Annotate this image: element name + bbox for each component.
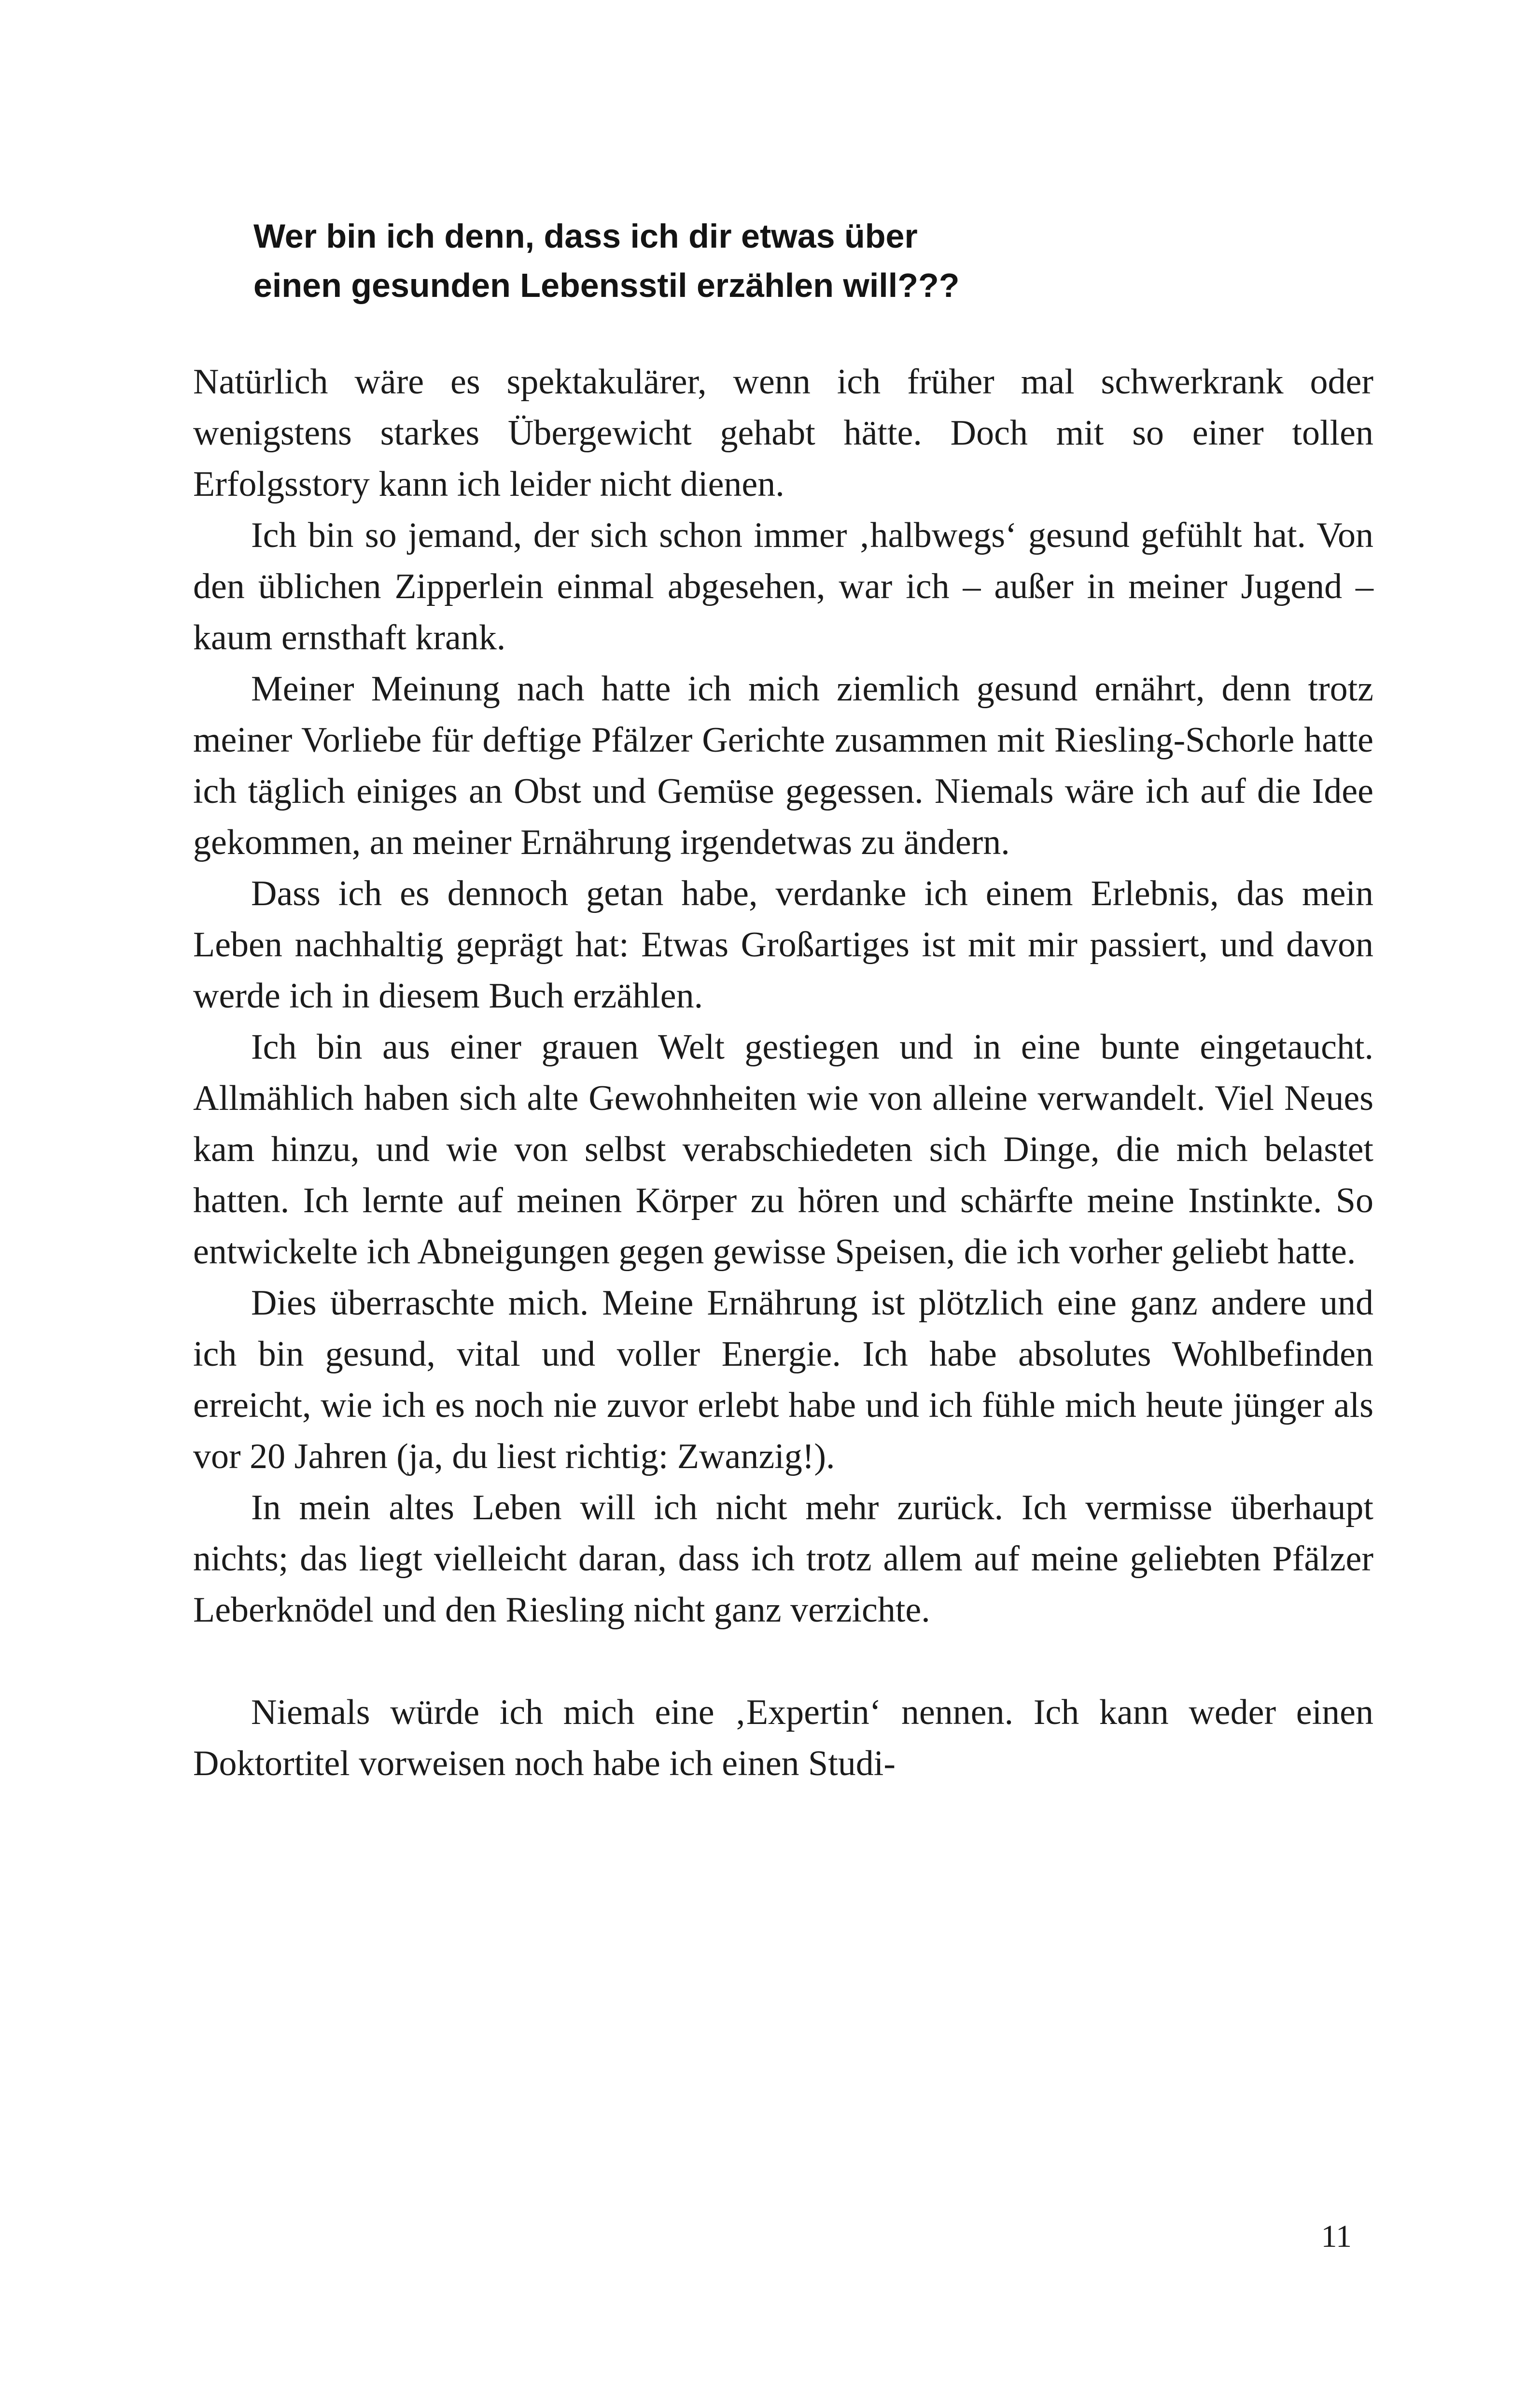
page-number: 11 — [1321, 2219, 1352, 2254]
paragraph: Ich bin aus einer grauen Welt gestiegen und in eine bunte eingetaucht. Allmählich haben sich alte Gewohnheiten wie von alleine verwandelt. Viel Neues kam hinzu, und wie von selbst verabschiedeten sich Dinge, die mich belastet hatten. Ich lernte auf meinen Körper zu hören und schärfte meine Instinkte. So entwickelte ich Abneigungen gegen gewisse Speisen, die ich vorher geliebt hatte. — [193, 1027, 1373, 1272]
paragraph: Meiner Meinung nach hatte ich mich ziemlich gesund ernährt, denn trotz meiner Vorliebe für deftige Pfälzer Gerichte zusammen mit Riesling-Schorle hatte ich täglich einiges an Obst und Gemüse gegessen. Niemals wäre ich auf die Idee gekommen, an meiner Ernährung irgendetwas zu ändern. — [193, 669, 1373, 862]
paragraph: In mein altes Leben will ich nicht mehr zurück. Ich vermisse überhaupt nichts; das liegt vielleicht daran, dass ich trotz allem auf meine geliebten Pfälzer Leberknödel und den Riesling nicht ganz verzichte. — [193, 1488, 1373, 1630]
paragraph: Niemals würde ich mich eine ‚Expertin‘ nennen. Ich kann weder einen Doktortitel vorweisen noch habe ich einen Studi- — [193, 1693, 1373, 1783]
paragraph: Ich bin so jemand, der sich schon immer ‚halbwegs‘ gesund gefühlt hat. Von den üblichen Zipperlein einmal abgesehen, war ich – außer in meiner Jugend – kaum ernsthaft krank. — [193, 516, 1373, 658]
paragraph: Dass ich es dennoch getan habe, verdanke ich einem Erlebnis, das mein Leben nachhaltig geprägt hat: Etwas Großartiges ist mit mir passiert, und davon werde ich in diesem Buch erzählen. — [193, 874, 1373, 1016]
chapter-heading-line-1: Wer bin ich denn, dass ich dir etwas über — [253, 217, 918, 255]
body-text — [193, 356, 1373, 1789]
chapter-heading — [253, 211, 1373, 310]
paragraph: Dies überraschte mich. Meine Ernährung ist plötzlich eine ganz andere und ich bin gesund, vital und voller Energie. Ich habe absolutes Wohlbefinden erreicht, wie ich es noch nie zuvor erlebt habe und ich fühle mich heute jünger als vor 20 Jahren (ja, du liest richtig: Zwanzig!). — [193, 1283, 1373, 1476]
chapter-heading-line-2: einen gesunden Lebensstil erzählen will??? — [253, 266, 960, 304]
paragraph: Natürlich wäre es spektakulärer, wenn ich früher mal schwerkrank oder wenigstens starkes Übergewicht gehabt hätte. Doch mit so einer tollen Erfolgsstory kann ich leider nicht dienen. — [193, 362, 1373, 504]
